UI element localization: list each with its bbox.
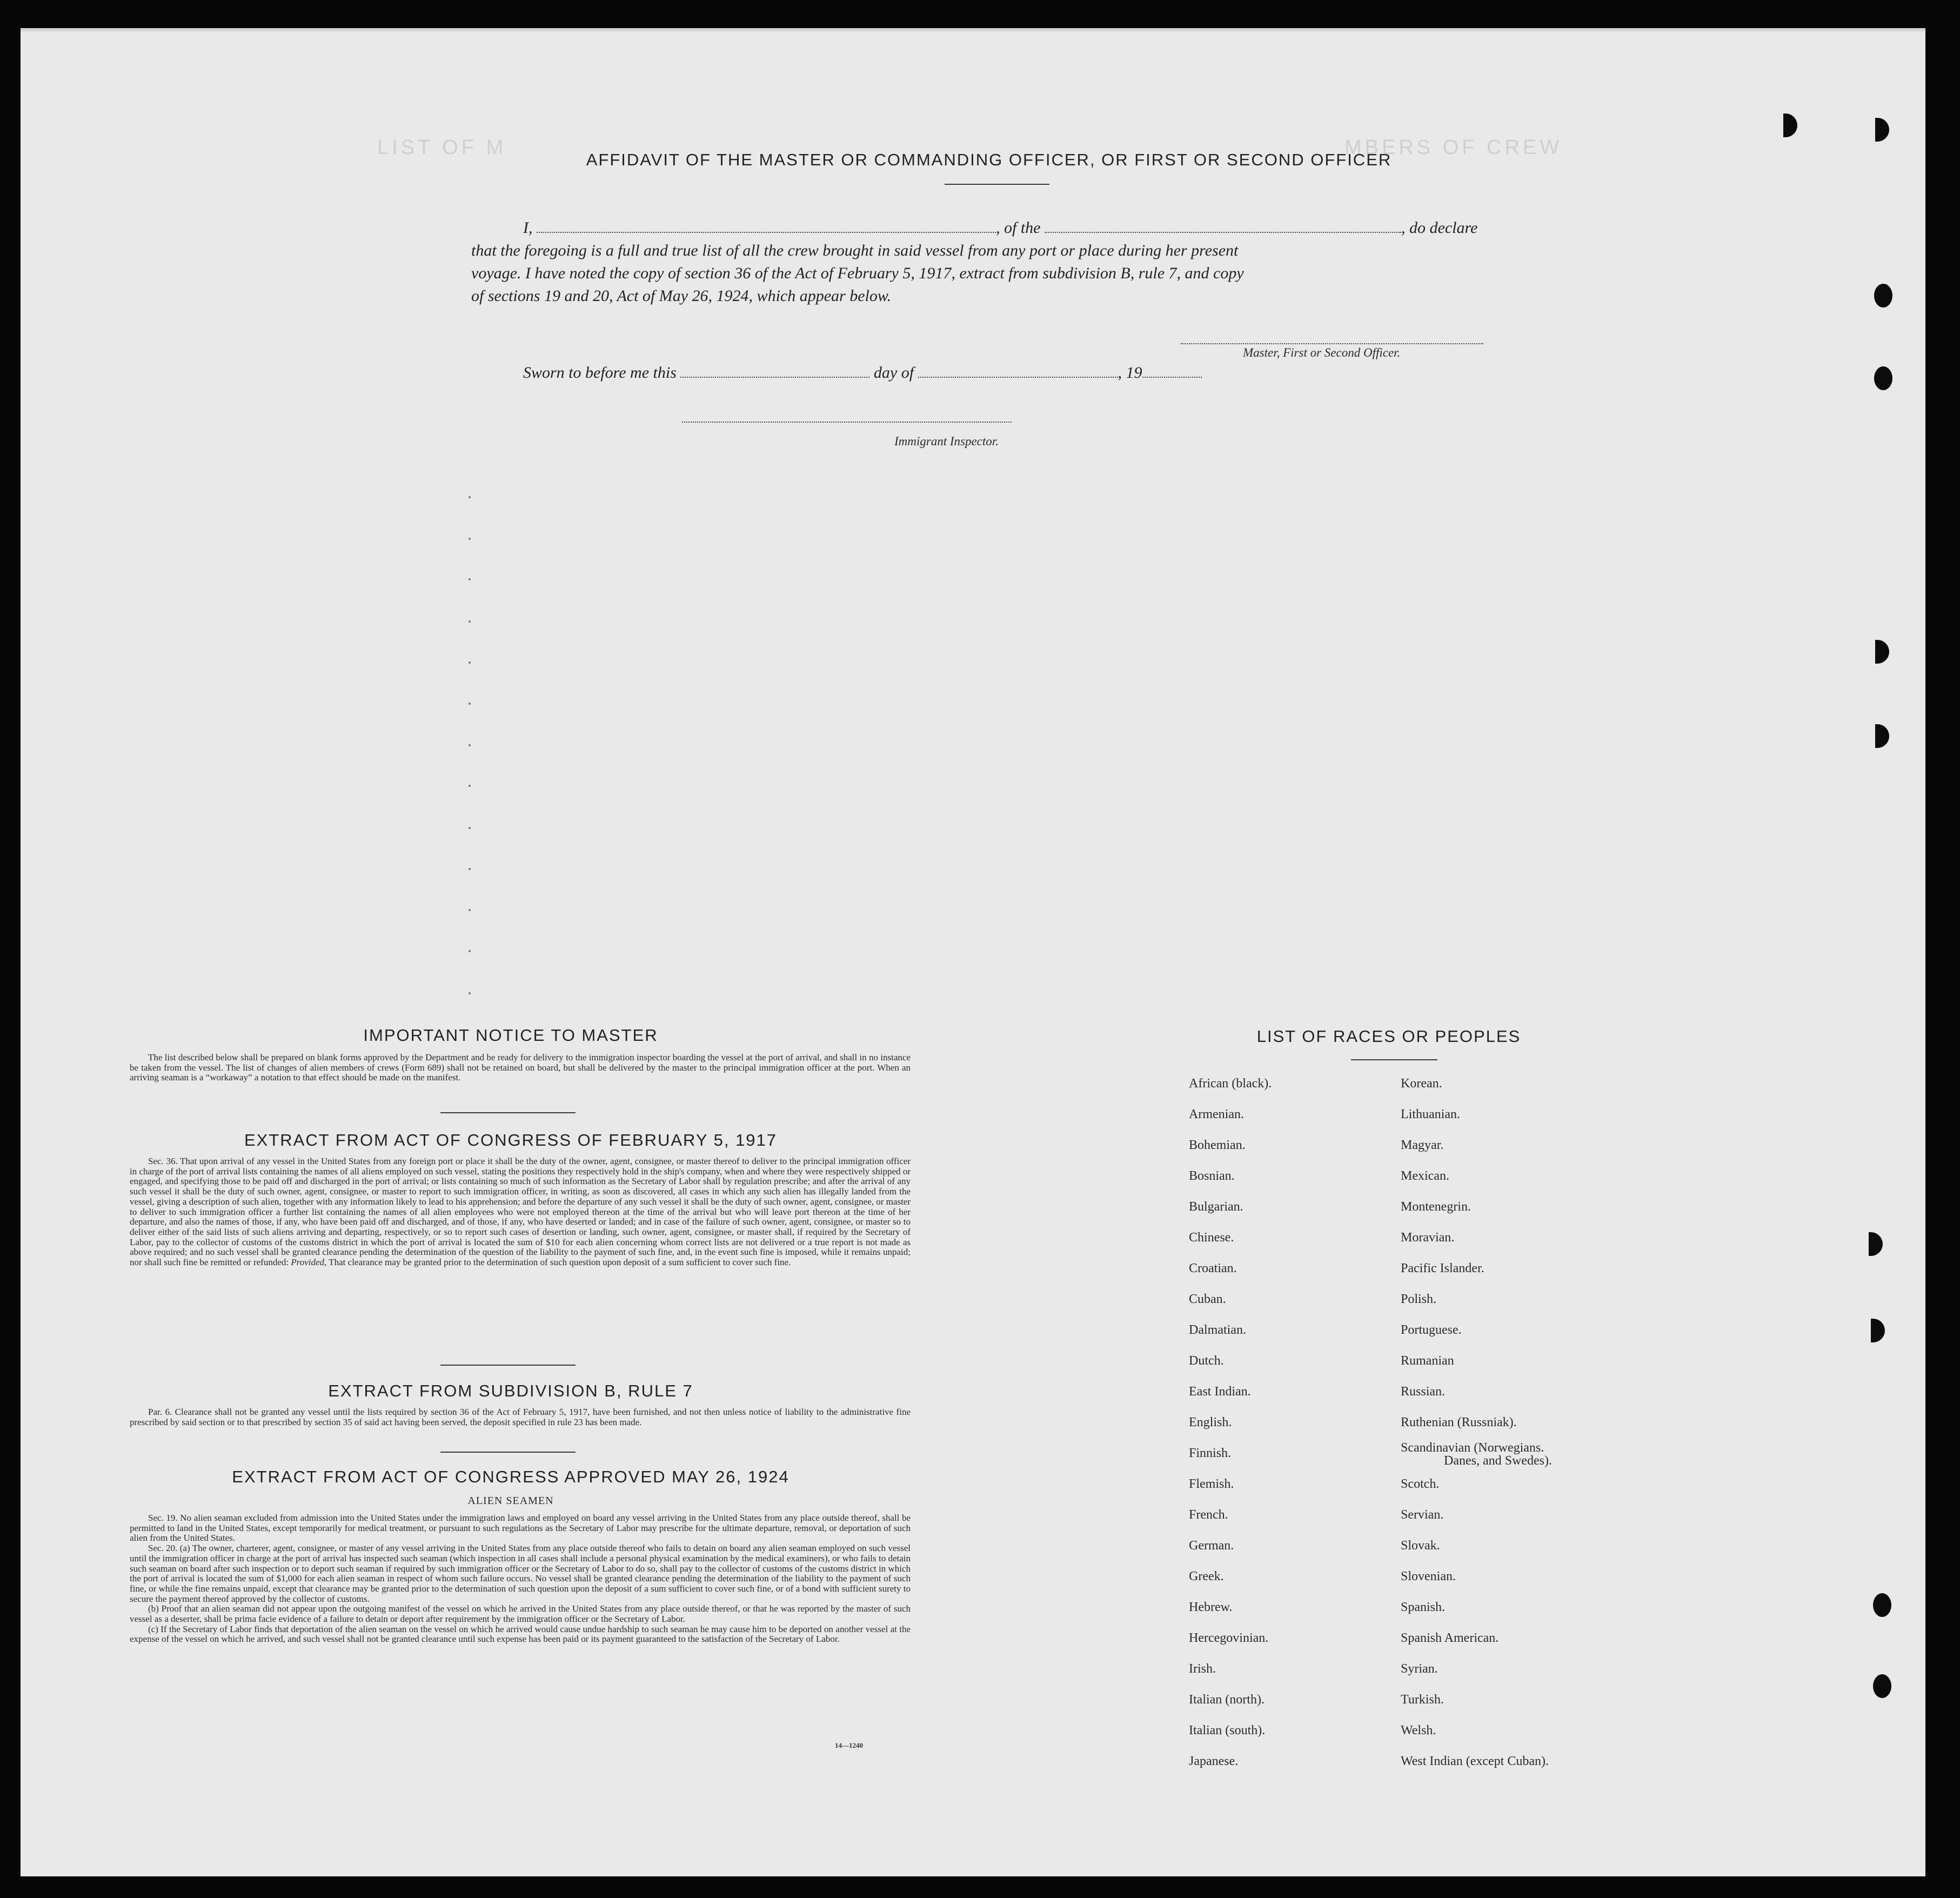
punch-hole-icon: [1873, 1674, 1891, 1698]
of-the-label: , of the: [996, 219, 1041, 237]
sec-20a-paragraph: Sec. 20. (a) The owner, charterer, agent, consignee, or master of any vessel arriving in the United States from any place outside thereof who fails to detain on board any alien seaman employed on such vessel until the immigration officer in charge at the port of arrival has inspected such seaman (which inspection in all cases shall include a personal physical examination by the medical examiners), or who fails to detain such seaman on board after such inspection or to deport such seaman if required by such immigration officer or the Secretary of Labor to do so, shall pay to the collector of customs of the customs district in which the port of arrival is located the sum of $1,000 for each alien seaman in respect of whom such failure occurs. No vessel shall be granted clearance pending the determination of the liability to the payment of such fine, or while the fine remains unpaid, except that clearance may be granted prior to the determination of such question upon the deposit of a sum sufficient to cover such fine, or of a bond with sufficient surety to secure the payment thereof approved by the collector of customs.: [130, 1543, 911, 1604]
race-item: Bosnian.: [1189, 1169, 1235, 1183]
race-item: Hebrew.: [1189, 1600, 1233, 1614]
par-6-paragraph: Par. 6. Clearance shall not be granted any vessel until the lists required by section 36 of the Act of February 5, 1917, have been furnished, and not then unless notice of liability to the administrative fine prescribed by said section or to that prescribed by section 35 of said act having been served, the deposit specified in rule 23 has been made.: [130, 1407, 911, 1427]
race-item: Dalmatian.: [1189, 1323, 1246, 1337]
sworn-month-field[interactable]: [918, 365, 1118, 378]
race-item: Japanese.: [1189, 1754, 1239, 1768]
race-item: Bulgarian.: [1189, 1200, 1243, 1214]
race-item: Magyar.: [1401, 1138, 1444, 1152]
races-title: LIST OF RACES OR PEOPLES: [1256, 1027, 1521, 1046]
notice-title: IMPORTANT NOTICE TO MASTER: [363, 1026, 658, 1045]
sec-36-paragraph: [130, 1157, 911, 1268]
form-number: 14—1240: [835, 1741, 863, 1749]
page-fold-shadow: [21, 28, 1925, 31]
faint-dot: [469, 620, 471, 623]
sec-20c-paragraph: (c) If the Secretary of Labor finds that deportation of the alien seaman on the vessel on which he arrived would cause undue hardship to such seaman he may cause him to be deported on another vessel at the expense of the vessel on which he arrived, and such vessel shall not be granted clearance until such expense has been paid or its payment guaranteed to the satisfaction of the Secretary of Labor.: [130, 1623, 911, 1645]
extract-1924-text: [130, 1513, 911, 1645]
race-item: Ruthenian (Russniak).: [1401, 1415, 1517, 1429]
race-item: Korean.: [1401, 1077, 1442, 1091]
master-signature-label: Master, First or Second Officer.: [1243, 346, 1401, 359]
faint-dot: [469, 827, 471, 829]
race-item: Welsh.: [1401, 1723, 1436, 1737]
race-item: West Indian (except Cuban).: [1401, 1754, 1549, 1768]
affidavit-line-3: voyage. I have noted the copy of section 36 of the Act of February 5, 1917, extract from subdivision B, rule 7, and copy: [471, 264, 1244, 282]
race-item: Rumanian: [1401, 1354, 1454, 1368]
sworn-year-field[interactable]: [1142, 365, 1202, 378]
faint-dot: [469, 992, 471, 994]
punch-hole-icon: [1873, 1593, 1891, 1617]
race-item-continuation: Danes, and Swedes).: [1444, 1454, 1552, 1468]
race-item: Spanish American.: [1401, 1631, 1499, 1645]
race-item: Turkish.: [1401, 1693, 1444, 1707]
faint-dot: [469, 661, 471, 664]
race-item: German.: [1189, 1539, 1234, 1553]
sworn-day-field[interactable]: [680, 365, 869, 378]
name-blank-field[interactable]: [537, 220, 996, 233]
races-divider: [1351, 1059, 1437, 1060]
sworn-line: [523, 362, 1202, 384]
faint-dot: [469, 578, 471, 580]
race-item: East Indian.: [1189, 1385, 1251, 1399]
race-item: Scandinavian (Norwegians.: [1401, 1441, 1544, 1455]
faint-dot: [469, 496, 471, 498]
race-item: Italian (north).: [1189, 1693, 1265, 1707]
faint-dot: [469, 744, 471, 746]
affidavit-line-4: of sections 19 and 20, Act of May 26, 1924, which appear below.: [471, 287, 892, 305]
extract-1917-divider: [440, 1365, 576, 1366]
faint-dot: [469, 785, 471, 787]
affidavit-line-1: [523, 217, 1477, 239]
faint-dot: [469, 909, 471, 911]
notice-divider: [440, 1112, 576, 1113]
race-item: French.: [1189, 1508, 1228, 1522]
provided-text: Provided,: [291, 1257, 327, 1268]
inspector-signature-line[interactable]: [682, 422, 1012, 423]
subdivision-b-title: EXTRACT FROM SUBDIVISION B, RULE 7: [328, 1381, 693, 1400]
race-item: Portuguese.: [1401, 1323, 1462, 1337]
race-item: Moravian.: [1401, 1231, 1455, 1245]
faint-dot: [469, 950, 471, 952]
race-item: Irish.: [1189, 1662, 1216, 1676]
title-divider: [945, 184, 1049, 185]
extract-1917-title: EXTRACT FROM ACT OF CONGRESS OF FEBRUARY 5, 1917: [244, 1131, 778, 1150]
race-item: Polish.: [1401, 1292, 1437, 1306]
inspector-label: Immigrant Inspector.: [894, 435, 999, 448]
notice-paragraph: The list described below shall be prepared on blank forms approved by the Department and be ready for delivery to the immigration inspector boarding the vessel at the port of arrival, and shall in no instance be taken from the vessel. The list of changes of alien members of crews (Form 689) shall not be retained on board, but shall be delivered by the master to the principal immigration officer at the port. When an arriving seaman is a “workaway” a notation to that effect should be made on the manifest.: [130, 1052, 911, 1083]
race-item: Bohemian.: [1189, 1138, 1246, 1152]
alien-seamen-subtitle: ALIEN SEAMEN: [467, 1495, 554, 1507]
sworn-label: Sworn to before me this: [523, 364, 677, 382]
race-item: Finnish.: [1189, 1446, 1232, 1460]
race-item: English.: [1189, 1415, 1232, 1429]
master-signature-line[interactable]: [1181, 343, 1483, 344]
extract-1917-text: [130, 1157, 911, 1268]
subdivision-b-text: [130, 1407, 911, 1427]
race-item: Dutch.: [1189, 1354, 1224, 1368]
race-item: Slovenian.: [1401, 1569, 1456, 1583]
faint-dot: [469, 538, 471, 540]
race-item: Lithuanian.: [1401, 1107, 1460, 1121]
race-item: Croatian.: [1189, 1261, 1237, 1275]
race-item: Syrian.: [1401, 1662, 1438, 1676]
affidavit-title: AFFIDAVIT OF THE MASTER OR COMMANDING OFFICER, OR FIRST OR SECOND OFFICER: [586, 150, 1392, 169]
punch-hole-icon: [1874, 284, 1892, 308]
race-item: Scotch.: [1401, 1477, 1440, 1491]
subdivision-b-divider: [440, 1452, 576, 1453]
race-item: Chinese.: [1189, 1231, 1234, 1245]
sec-36-text: Sec. 36. That upon arrival of any vessel in the United States from any foreign port or place it shall be the duty of the owner, agent, consignee, or master thereof to deliver to the principal immigration officer in charge of the port of arrival lists containing the names of all aliens employed on such vessel, stating the positions they respectively hold in the ship's company, when and where they were respectively shipped or engaged, and specifying those to be paid off and discharged in the port of arrival; or lists containing so much of such information as the Secretary of Labor shall by regulation prescribe; and after the arrival of any such vessel it shall be the duty of such owner, agent, consignee, or master to report to such immigration officer, in writing, as soon as discovered, all cases in which any such alien has illegally landed from the vessel, giving a description of such alien, together with any information likely to lead to his apprehension; and before the departure of any such vessel it shall be the duty of such owner, agent, consignee, or master to deliver to such immigration officer a further list containing the names of all alien employees who were not employed thereon at the time of the arrival but who will leave port thereon at the time of her departure, and also the names of those, if any, who have been paid off and discharged, and of those, if any, who have deserted or landed; and in case of the failure of such owner, agent, consignee, or master so to deliver either of the said lists of such aliens arriving and departing, respectively, or so to report such cases of desertion or landing, such owner, agent, consignee, or master shall, if required by the Secretary of Labor, pay to the collector of customs of the customs district in which the port of arrival is located the sum of $10 for each alien concerning whom correct lists are not delivered or a true report is not made as above required; and no such vessel shall be granted clearance pending the determination of the question of the liability to the payment of such fine, and, in the event such fine is imposed, while it remains unpaid; nor shall such fine be remitted or refunded:: [130, 1156, 911, 1268]
extract-1924-title: EXTRACT FROM ACT OF CONGRESS APPROVED MAY 26, 1924: [232, 1467, 790, 1486]
sec-19-paragraph: Sec. 19. No alien seaman excluded from admission into the United States under the immigration laws and employed on board any vessel arriving in the United States from any place outside thereof, shall be permitted to land in the United States, except temporarily for medical treatment, or pursuant to such regulations as the Secretary of Labor may prescribe for the ultimate departure, removal, or deportation of such alien from the United States.: [130, 1513, 911, 1543]
race-item: African (black).: [1189, 1077, 1272, 1091]
vessel-blank-field[interactable]: [1045, 220, 1401, 233]
affidavit-line-2: that the foregoing is a full and true list of all the crew brought in said vessel from any port or place during her present: [471, 242, 1239, 259]
race-item: Russian.: [1401, 1385, 1446, 1399]
race-item: Pacific Islander.: [1401, 1261, 1484, 1275]
faint-dot: [469, 868, 471, 870]
race-item: Cuban.: [1189, 1292, 1226, 1306]
race-item: Greek.: [1189, 1569, 1224, 1583]
race-item: Slovak.: [1401, 1539, 1440, 1553]
race-item: Mexican.: [1401, 1169, 1449, 1183]
notice-text: [130, 1053, 911, 1083]
race-item: Servian.: [1401, 1508, 1444, 1522]
race-item: Montenegrin.: [1401, 1200, 1471, 1214]
day-of-label: day of: [873, 364, 914, 382]
show-through-text: LIST OF M: [377, 136, 507, 159]
show-through-text: MBERS OF CREW: [1344, 136, 1563, 159]
race-item: Hercegovinian.: [1189, 1631, 1269, 1645]
sec-20b-paragraph: (b) Proof that an alien seaman did not appear upon the outgoing manifest of the vessel on which he arrived in the United States from any place outside thereof, or that he was reported by the master of such vessel as a deserter, shall be prima facie evidence of a failure to detain or deport after requirement by the immigration officer or the Secretary of Labor.: [130, 1603, 911, 1625]
i-label: I,: [523, 219, 533, 237]
year-label: , 19: [1118, 364, 1142, 382]
race-item: Spanish.: [1401, 1600, 1446, 1614]
race-item: Flemish.: [1189, 1477, 1234, 1491]
faint-dot: [469, 703, 471, 705]
sec-36-text-end: That clearance may be granted prior to the determination of such question upon deposit of a sum sufficient to cover such fine.: [329, 1257, 791, 1268]
do-declare-label: , do declare: [1401, 219, 1478, 237]
race-item: Armenian.: [1189, 1107, 1244, 1121]
race-item: Italian (south).: [1189, 1723, 1266, 1737]
punch-hole-icon: [1874, 366, 1892, 390]
